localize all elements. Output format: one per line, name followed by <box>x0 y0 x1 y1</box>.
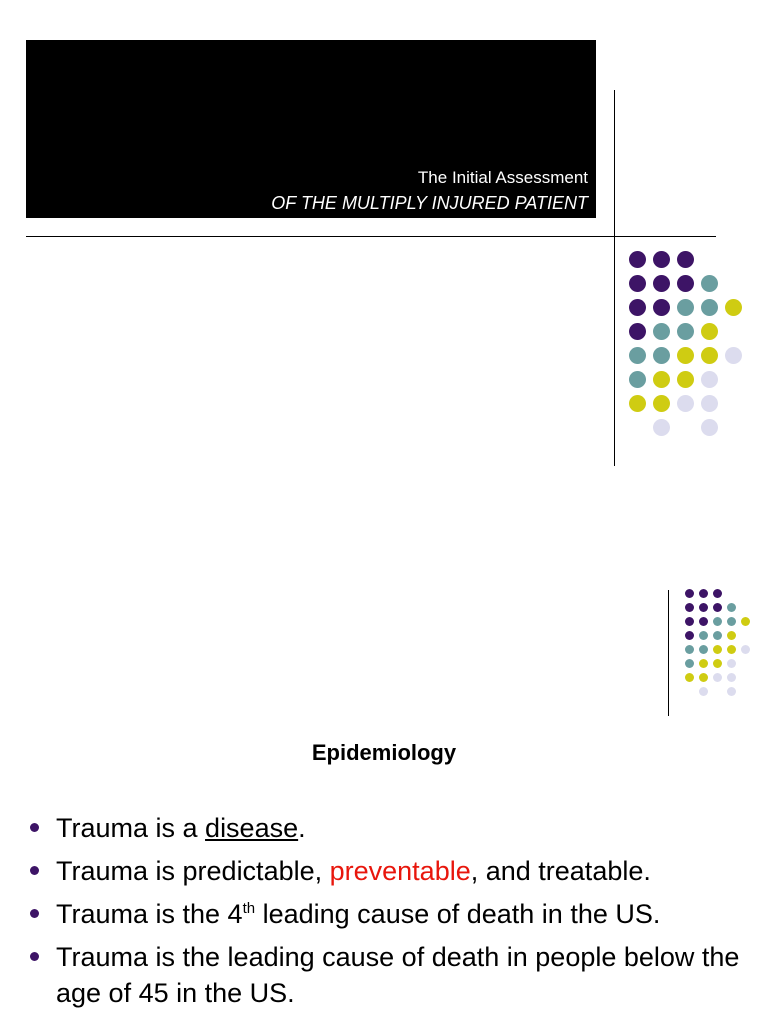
decorative-dot <box>713 603 722 612</box>
decorative-dot <box>727 687 736 696</box>
decorative-dot <box>727 617 736 626</box>
bullet-item <box>30 810 750 846</box>
decorative-dot <box>699 645 708 654</box>
decorative-dot <box>701 419 718 436</box>
decorative-dot <box>653 299 670 316</box>
bullet-text: Trauma is the 4 <box>56 899 243 929</box>
slide-epidemiology <box>0 540 768 1024</box>
decorative-dot <box>653 323 670 340</box>
decorative-dot <box>653 251 670 268</box>
bullet-list <box>30 810 750 1018</box>
decorative-dot <box>629 371 646 388</box>
bullet-text: Trauma is the leading cause of death in people below the age of 45 in the US. <box>56 942 740 1008</box>
decorative-dot <box>685 673 694 682</box>
decorative-dot <box>677 275 694 292</box>
slide-heading: Epidemiology <box>311 740 457 765</box>
decorative-dot <box>685 617 694 626</box>
decorative-dot <box>677 251 694 268</box>
decorative-dot <box>699 589 708 598</box>
decorative-dot <box>685 589 694 598</box>
decorative-dot <box>685 659 694 668</box>
decorative-dot <box>725 347 742 364</box>
highlighted-word: preventable <box>329 856 471 886</box>
decorative-dot <box>701 347 718 364</box>
bullet-item <box>30 896 750 932</box>
decorative-dot <box>677 323 694 340</box>
decorative-dot <box>685 645 694 654</box>
decorative-dot <box>699 687 708 696</box>
title-banner <box>26 40 596 218</box>
bullet-text: leading cause of death in the US. <box>255 899 661 929</box>
horizontal-rule <box>26 236 716 237</box>
vertical-rule <box>614 90 615 466</box>
decorative-dot <box>701 299 718 316</box>
decorative-dot <box>629 275 646 292</box>
decorative-dot <box>677 347 694 364</box>
decorative-dot <box>727 631 736 640</box>
decorative-dot <box>653 395 670 412</box>
bullet-text: Trauma is predictable, <box>56 856 330 886</box>
bullet-text: , and treatable. <box>470 856 651 886</box>
bullet-item <box>30 853 750 889</box>
decorative-dot <box>701 395 718 412</box>
decorative-dot <box>725 299 742 316</box>
decorative-dot <box>653 371 670 388</box>
decorative-dot <box>629 251 646 268</box>
decorative-dot <box>727 603 736 612</box>
bullet-dot-icon <box>30 866 39 875</box>
decorative-dot <box>685 603 694 612</box>
decorative-dot <box>653 275 670 292</box>
decorative-dot <box>741 617 750 626</box>
bullet-dot-icon <box>30 952 39 961</box>
bullet-text: Trauma is a <box>56 813 206 843</box>
decorative-dot <box>699 659 708 668</box>
vertical-rule <box>668 590 669 716</box>
underlined-word: disease <box>205 813 299 843</box>
decorative-dot <box>653 419 670 436</box>
decorative-dot <box>629 395 646 412</box>
decorative-dot <box>677 371 694 388</box>
bullet-text: . <box>298 813 306 843</box>
decorative-dot <box>727 659 736 668</box>
decorative-dot <box>629 323 646 340</box>
bullet-item <box>30 939 750 1011</box>
decorative-dot <box>727 645 736 654</box>
decorative-dot <box>701 323 718 340</box>
bullet-dot-icon <box>30 823 39 832</box>
title-line-2: OF THE MULTIPLY INJURED PATIENT <box>271 193 588 213</box>
decorative-dot <box>727 673 736 682</box>
decorative-dot <box>713 659 722 668</box>
decorative-dot <box>653 347 670 364</box>
decorative-dot <box>699 617 708 626</box>
ordinal-suffix: th <box>242 900 256 917</box>
title-line-1: The Initial Assessment <box>417 168 588 187</box>
decorative-dot <box>629 347 646 364</box>
bullet-dot-icon <box>30 909 39 918</box>
decorative-dot <box>713 645 722 654</box>
decorative-dot <box>677 395 694 412</box>
decorative-dot <box>713 673 722 682</box>
decorative-dot <box>699 603 708 612</box>
decorative-dot <box>713 617 722 626</box>
decorative-dot <box>685 631 694 640</box>
decorative-dot <box>701 371 718 388</box>
decorative-dot <box>713 631 722 640</box>
decorative-dot <box>699 631 708 640</box>
decorative-dot <box>699 673 708 682</box>
decorative-dot <box>629 299 646 316</box>
decorative-dot <box>677 299 694 316</box>
decorative-dot <box>713 589 722 598</box>
decorative-dot <box>741 645 750 654</box>
decorative-dot <box>701 275 718 292</box>
